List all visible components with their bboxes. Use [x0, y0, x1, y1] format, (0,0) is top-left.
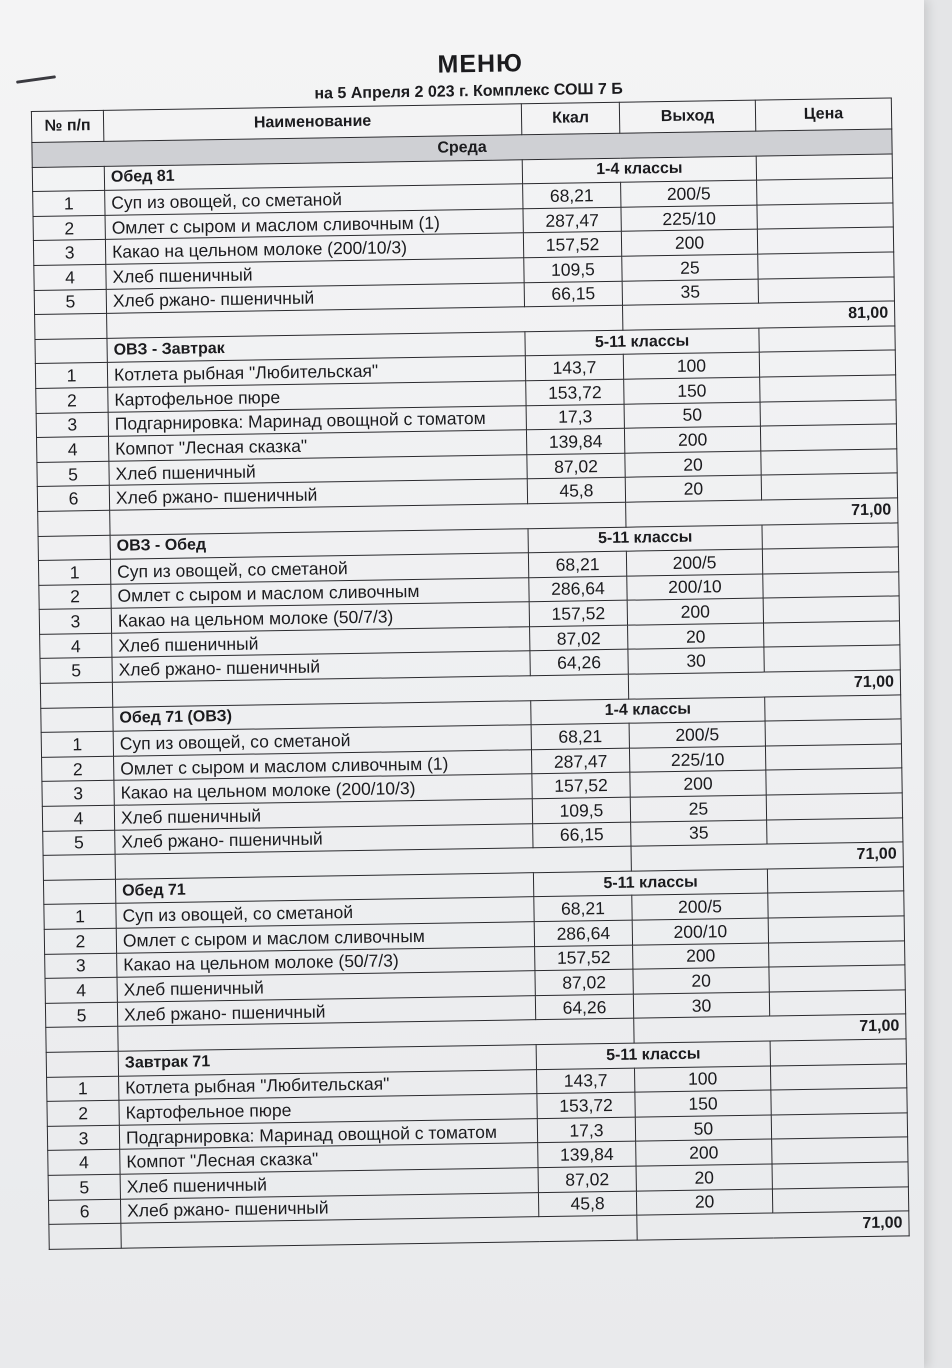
item-price — [762, 547, 898, 574]
item-kcal: 87,02 — [527, 453, 625, 479]
menu-body — [32, 129, 909, 1249]
header-output: Выход — [619, 100, 755, 133]
item-output: 20 — [636, 1189, 772, 1216]
item-output: 225/10 — [621, 205, 757, 232]
section-empty-cell — [759, 326, 895, 353]
item-output: 100 — [634, 1066, 770, 1093]
total-empty-cell — [38, 510, 110, 536]
header-kcal: Ккал — [521, 102, 619, 135]
item-name: Хлеб ржано- пшеничный — [120, 1192, 538, 1223]
item-price — [764, 645, 900, 672]
day-label: Среда — [32, 129, 892, 167]
item-kcal: 68,21 — [528, 551, 626, 577]
section-empty-cell — [38, 535, 110, 561]
item-price — [770, 1063, 906, 1090]
item-number: 2 — [44, 928, 116, 954]
item-price — [772, 1186, 908, 1213]
item-number: 3 — [39, 609, 111, 635]
item-name: Картофельное пюре — [108, 381, 526, 412]
item-number: 5 — [48, 1174, 120, 1200]
item-kcal: 287,47 — [523, 207, 621, 233]
total-empty-cell — [46, 1027, 118, 1053]
section-classes: 5-11 классы — [533, 869, 767, 897]
item-number: 4 — [40, 633, 112, 659]
item-kcal: 109,5 — [524, 256, 622, 282]
section-name: ОВЗ - Завтрак — [107, 332, 525, 363]
item-name: Суп из овощей, со сметаной — [113, 725, 531, 756]
item-number: 4 — [34, 264, 106, 290]
item-number: 3 — [47, 1125, 119, 1151]
item-output: 20 — [628, 623, 764, 650]
item-kcal: 139,84 — [538, 1141, 636, 1167]
item-output: 200 — [627, 598, 763, 625]
item-output: 50 — [635, 1115, 771, 1142]
item-price — [769, 990, 905, 1017]
item-kcal: 157,52 — [535, 945, 633, 971]
item-output: 30 — [628, 648, 764, 675]
item-number: 4 — [48, 1150, 120, 1176]
item-output: 200/5 — [626, 549, 762, 576]
item-number: 1 — [44, 904, 116, 930]
item-price — [765, 719, 901, 746]
section-total-price: 71,00 — [637, 1211, 909, 1240]
item-price — [760, 424, 896, 451]
item-number: 2 — [42, 756, 114, 782]
item-kcal: 143,7 — [525, 355, 623, 381]
item-number: 3 — [45, 953, 117, 979]
item-price — [758, 252, 894, 279]
item-number: 2 — [47, 1100, 119, 1126]
item-output: 200/10 — [632, 918, 768, 945]
section-name: Обед 71 (ОВЗ) — [113, 700, 531, 731]
item-output: 225/10 — [629, 746, 765, 773]
item-name: Какао на цельном молоке (50/7/3) — [111, 602, 529, 633]
item-name: Хлеб ржано- пшеничный — [112, 651, 530, 682]
item-output: 20 — [625, 451, 761, 478]
item-output: 200/10 — [627, 574, 763, 601]
item-name: Хлеб ржано- пшеничный — [106, 282, 524, 313]
item-kcal: 153,72 — [537, 1092, 635, 1118]
item-number: 2 — [33, 215, 105, 241]
item-number: 6 — [48, 1199, 120, 1225]
section-empty-cell — [32, 166, 104, 192]
item-price — [765, 744, 901, 771]
item-kcal: 45,8 — [527, 478, 625, 504]
item-price — [761, 449, 897, 476]
item-output: 200 — [636, 1139, 772, 1166]
item-output: 30 — [633, 992, 769, 1019]
item-name: Компот "Лесная сказка" — [109, 430, 527, 461]
item-name: Омлет с сыром и маслом сливочным (1) — [105, 209, 523, 240]
item-number: 3 — [33, 240, 105, 266]
item-output: 200 — [624, 426, 760, 453]
section-empty-cell — [770, 1039, 906, 1066]
item-kcal: 87,02 — [538, 1166, 636, 1192]
section-empty-cell — [756, 154, 892, 181]
page-title: МЕНЮ — [437, 49, 524, 79]
item-kcal: 109,5 — [532, 797, 630, 823]
item-output: 25 — [622, 254, 758, 281]
item-name: Котлета рыбная "Любительская" — [119, 1069, 537, 1100]
item-name: Омлет с сыром и маслом сливочным — [111, 577, 529, 608]
item-price — [766, 768, 902, 795]
item-price — [764, 621, 900, 648]
item-number: 1 — [38, 559, 110, 585]
section-classes: 5-11 классы — [536, 1041, 770, 1069]
item-number: 3 — [42, 781, 114, 807]
item-output: 200 — [621, 229, 757, 256]
item-name: Хлеб пшеничный — [117, 971, 535, 1002]
item-price — [763, 572, 899, 599]
item-price — [763, 596, 899, 623]
item-name: Омлет с сыром и маслом сливочным — [116, 922, 534, 953]
item-price — [759, 350, 895, 377]
item-name: Подгарнировка: Маринад овощной с томатом — [108, 405, 526, 436]
item-name: Хлеб ржано- пшеничный — [115, 823, 533, 854]
item-output: 35 — [631, 820, 767, 847]
item-kcal: 68,21 — [534, 896, 632, 922]
item-kcal: 64,26 — [535, 994, 633, 1020]
item-name: Суп из овощей, со сметаной — [110, 553, 528, 584]
item-kcal: 68,21 — [531, 723, 629, 749]
item-number: 3 — [36, 412, 108, 438]
item-output: 20 — [633, 967, 769, 994]
item-kcal: 287,47 — [531, 748, 629, 774]
item-price — [766, 793, 902, 820]
section-classes: 5-11 классы — [525, 328, 759, 356]
header-name: Наименование — [103, 104, 521, 142]
item-number: 1 — [47, 1076, 119, 1102]
item-number: 5 — [45, 1002, 117, 1028]
item-number: 5 — [37, 461, 109, 487]
item-name: Хлеб пшеничный — [109, 454, 527, 485]
section-name: Обед 81 — [104, 159, 522, 190]
item-name: Хлеб пшеничный — [120, 1168, 538, 1199]
item-name: Картофельное пюре — [119, 1094, 537, 1125]
item-kcal: 45,8 — [538, 1191, 636, 1217]
header-price: Цена — [755, 98, 891, 131]
item-number: 6 — [37, 486, 109, 512]
item-price — [760, 399, 896, 426]
item-kcal: 17,3 — [537, 1117, 635, 1143]
section-total-price: 81,00 — [623, 301, 895, 330]
item-number: 1 — [33, 191, 105, 217]
item-kcal: 157,52 — [532, 773, 630, 799]
item-price — [771, 1113, 907, 1140]
section-name: ОВЗ - Обед — [110, 528, 528, 559]
item-price — [761, 473, 897, 500]
item-name: Подгарнировка: Маринад овощной с томатом — [119, 1118, 537, 1149]
item-output: 50 — [624, 402, 760, 429]
item-kcal: 64,26 — [530, 650, 628, 676]
item-output: 150 — [635, 1090, 771, 1117]
item-kcal: 157,52 — [523, 232, 621, 258]
total-empty-cell — [40, 682, 112, 708]
item-number: 5 — [40, 658, 112, 684]
item-output: 20 — [636, 1164, 772, 1191]
item-price — [772, 1137, 908, 1164]
section-classes: 1-4 классы — [522, 156, 756, 184]
item-number: 2 — [39, 584, 111, 610]
item-name: Хлеб пшеничный — [114, 799, 532, 830]
item-output: 200/5 — [621, 180, 757, 207]
item-price — [760, 375, 896, 402]
section-empty-cell — [765, 695, 901, 722]
section-classes: 5-11 классы — [528, 525, 762, 553]
total-empty-cell — [49, 1223, 121, 1249]
item-number: 5 — [43, 830, 115, 856]
item-kcal: 157,52 — [529, 600, 627, 626]
item-price — [768, 916, 904, 943]
item-price — [757, 203, 893, 230]
page-subtitle: на 5 Апреля 2 023 г. Комплекс СОШ 7 Б — [314, 80, 623, 103]
item-price — [757, 227, 893, 254]
item-name: Хлеб пшеничный — [112, 627, 530, 658]
item-kcal: 68,21 — [523, 182, 621, 208]
item-kcal: 17,3 — [526, 404, 624, 430]
item-output: 100 — [623, 352, 759, 379]
item-name: Какао на цельном молоке (200/10/3) — [114, 774, 532, 805]
item-number: 4 — [45, 977, 117, 1003]
section-name: Завтрак 71 — [118, 1045, 536, 1076]
item-number: 4 — [42, 805, 114, 831]
section-empty-cell — [41, 707, 113, 733]
item-kcal: 66,15 — [524, 281, 622, 307]
section-total-price: 71,00 — [626, 498, 898, 527]
item-price — [757, 178, 893, 205]
section-name: Обед 71 — [115, 873, 533, 904]
item-price — [771, 1088, 907, 1115]
item-price — [769, 940, 905, 967]
section-empty-cell — [767, 867, 903, 894]
item-name: Котлета рыбная "Любительская" — [107, 356, 525, 387]
item-price — [768, 891, 904, 918]
item-name: Какао на цельном молоке (200/10/3) — [105, 233, 523, 264]
section-total-price: 71,00 — [628, 670, 900, 699]
section-empty-cell — [46, 1051, 118, 1077]
item-number: 2 — [36, 387, 108, 413]
section-empty-cell — [762, 522, 898, 549]
item-kcal: 66,15 — [533, 822, 631, 848]
menu-table — [31, 97, 910, 1249]
item-output: 200 — [633, 943, 769, 970]
total-empty-cell — [35, 313, 107, 339]
item-price — [772, 1162, 908, 1189]
item-name: Компот "Лесная сказка" — [120, 1143, 538, 1174]
item-output: 200 — [630, 770, 766, 797]
item-kcal: 153,72 — [526, 379, 624, 405]
item-kcal: 87,02 — [530, 625, 628, 651]
header-num: № п/п — [31, 110, 103, 142]
item-name: Хлеб ржано- пшеничный — [117, 995, 535, 1026]
menu-page — [30, 41, 909, 1249]
item-number: 1 — [35, 363, 107, 389]
section-classes: 1-4 классы — [531, 697, 765, 725]
total-empty-cell — [43, 854, 115, 880]
item-output: 20 — [625, 475, 761, 502]
item-price — [767, 818, 903, 845]
item-name: Какао на цельном молоке (50/7/3) — [117, 946, 535, 977]
item-output: 200/5 — [632, 893, 768, 920]
section-empty-cell — [43, 879, 115, 905]
item-kcal: 143,7 — [536, 1068, 634, 1094]
item-output: 150 — [624, 377, 760, 404]
item-name: Суп из овощей, со сметаной — [105, 184, 523, 215]
item-kcal: 286,64 — [529, 576, 627, 602]
item-kcal: 87,02 — [535, 969, 633, 995]
section-total-price: 71,00 — [634, 1014, 906, 1043]
item-number: 1 — [41, 732, 113, 758]
item-output: 25 — [630, 795, 766, 822]
item-output: 200/5 — [629, 721, 765, 748]
item-price — [758, 277, 894, 304]
item-output: 35 — [622, 279, 758, 306]
item-name: Хлеб пшеничный — [106, 258, 524, 289]
item-number: 4 — [37, 436, 109, 462]
item-name: Суп из овощей, со сметаной — [116, 897, 534, 928]
section-total-price: 71,00 — [631, 842, 903, 871]
item-price — [769, 965, 905, 992]
item-number: 5 — [34, 289, 106, 315]
item-name: Хлеб ржано- пшеничный — [109, 479, 527, 510]
item-kcal: 139,84 — [526, 428, 624, 454]
section-empty-cell — [35, 338, 107, 364]
item-name: Омлет с сыром и маслом сливочным (1) — [114, 750, 532, 781]
item-kcal: 286,64 — [534, 920, 632, 946]
